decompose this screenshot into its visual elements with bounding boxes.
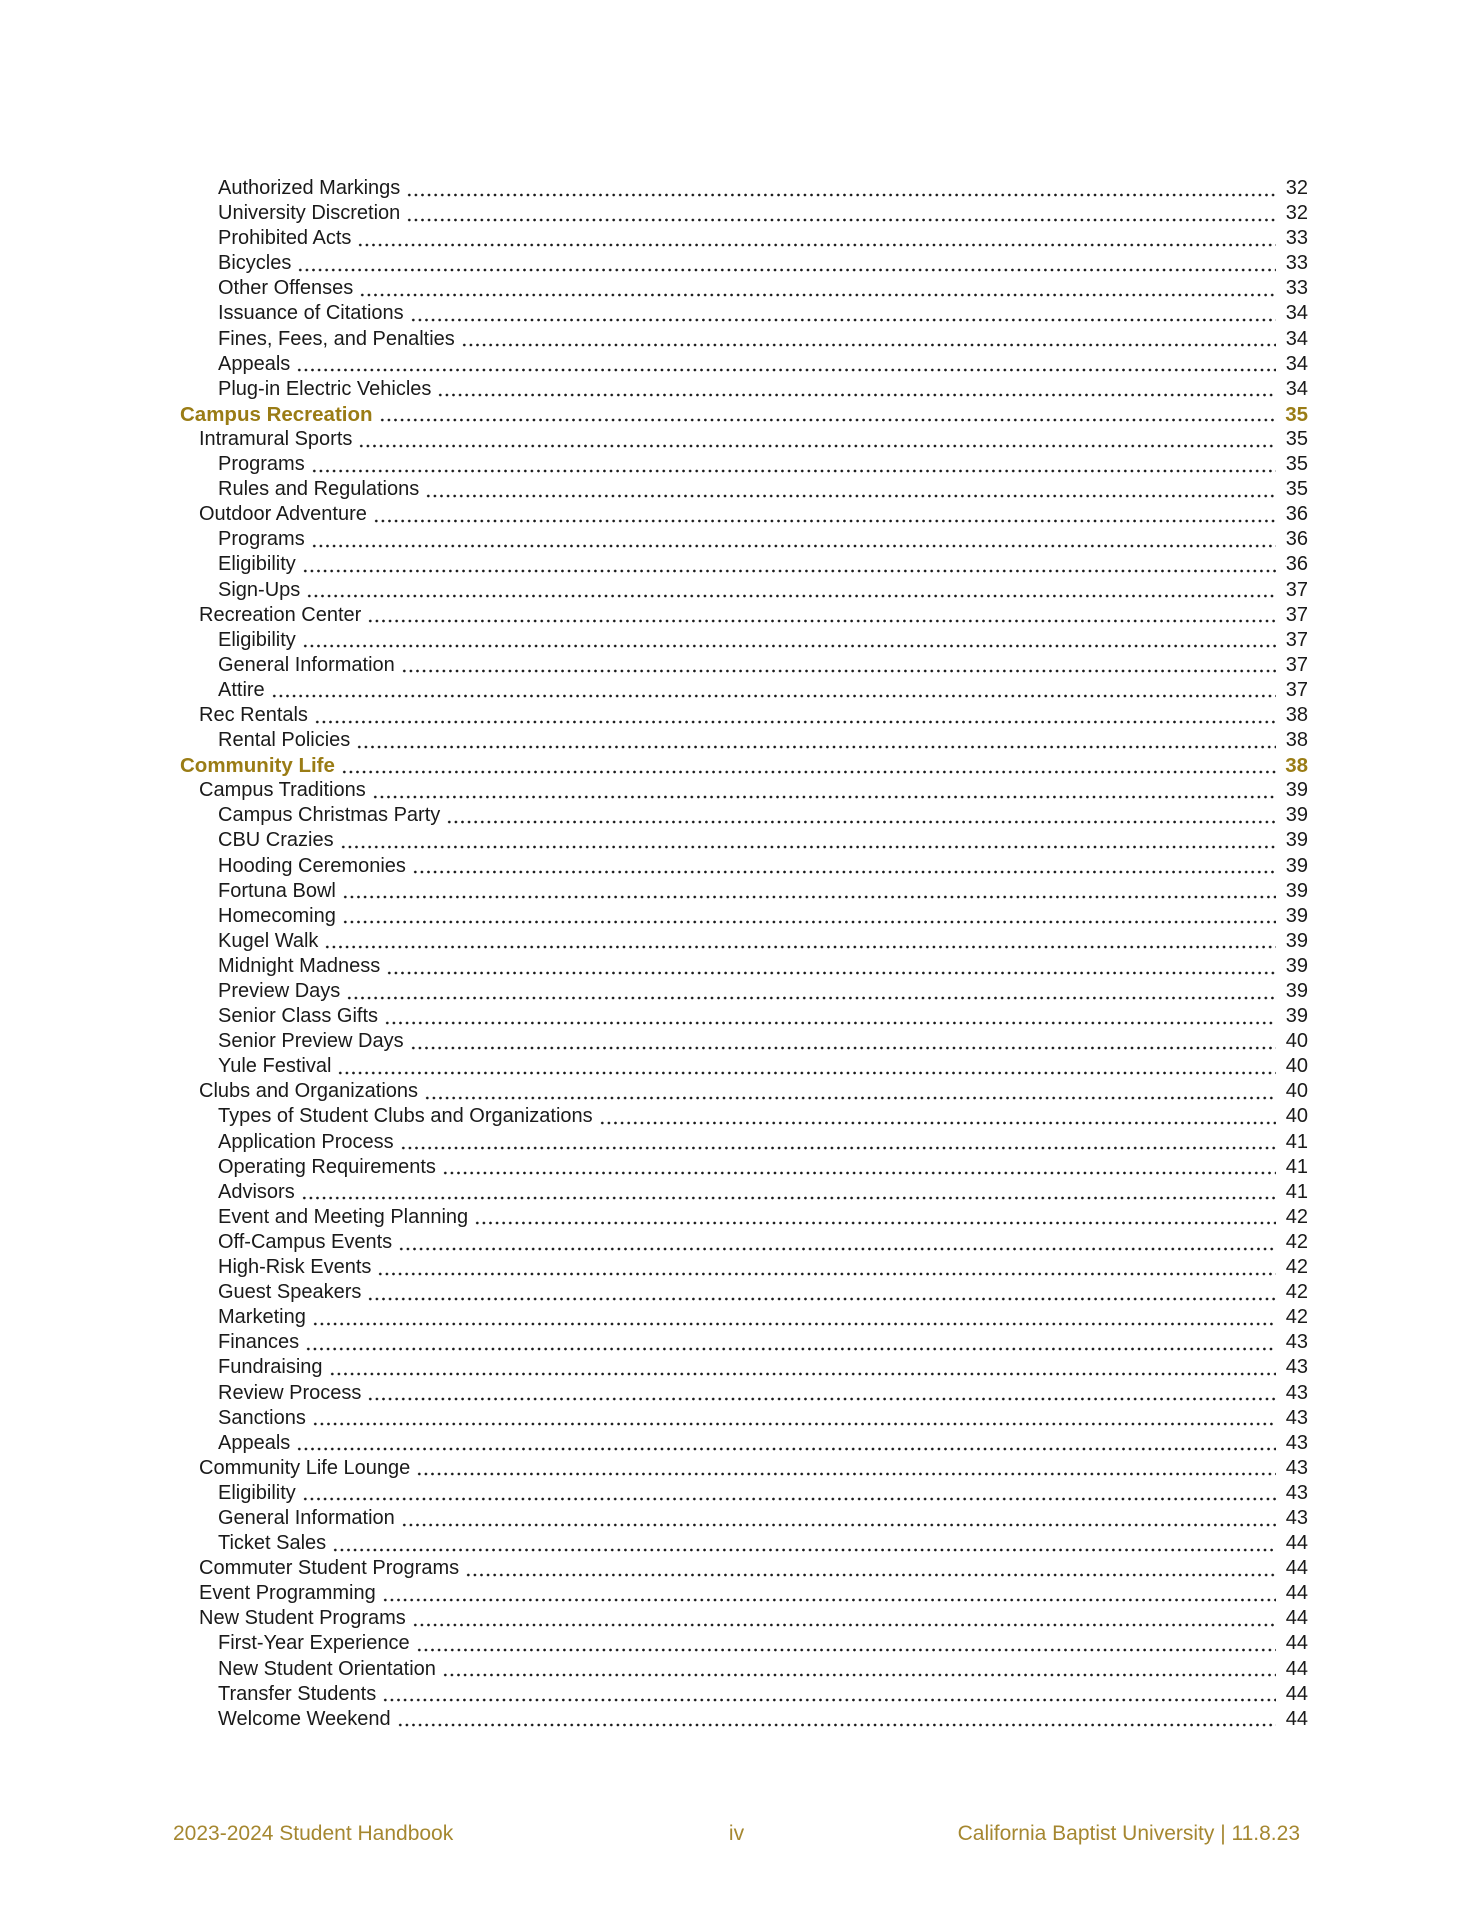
toc-entry-row (180, 929, 1308, 954)
dot-leader (416, 1648, 1276, 1652)
toc-entry-label: Senior Class Gifts (218, 1005, 379, 1028)
dot-leader (324, 945, 1276, 949)
toc-entry-page-number: 39 (1285, 1005, 1308, 1028)
toc-entry-label: Sanctions (218, 1406, 306, 1429)
toc-entry-row (180, 1330, 1308, 1355)
toc-entry-label: Operating Requirements (218, 1155, 436, 1178)
toc-entry-label: Rec Rentals (199, 703, 308, 726)
toc-entry-page-number: 39 (1285, 904, 1308, 927)
dot-leader (311, 544, 1276, 548)
toc-entry-label: Campus Traditions (199, 779, 366, 802)
toc-entry-label: Sign-Ups (218, 578, 301, 601)
toc-entry-row (180, 803, 1308, 828)
dot-leader (412, 870, 1276, 874)
toc-entry-row (180, 1155, 1308, 1180)
toc-entry-row (180, 452, 1308, 477)
dot-leader (302, 644, 1276, 648)
toc-entry-row (180, 552, 1308, 577)
dot-leader (400, 1146, 1276, 1150)
toc-entry-label: Fines, Fees, and Penalties (218, 327, 455, 350)
dot-leader (367, 1297, 1276, 1301)
toc-entry-row (180, 301, 1308, 326)
toc-entry-label: Hooding Ceremonies (218, 854, 406, 877)
toc-entry-page-number: 32 (1285, 202, 1308, 225)
toc-entry-page-number: 38 (1285, 754, 1308, 778)
dot-leader (384, 1021, 1276, 1025)
toc-section-heading-row (180, 402, 1308, 427)
dot-leader (442, 1171, 1276, 1175)
dot-leader (401, 669, 1276, 673)
dot-leader (379, 418, 1276, 422)
toc-entry-row (180, 1029, 1308, 1054)
toc-entry-page-number: 37 (1285, 678, 1308, 701)
toc-entry-label: University Discretion (218, 202, 401, 225)
dot-leader (356, 745, 1276, 749)
toc-entry-label: Appeals (218, 352, 291, 375)
footer-university-name: California Baptist University | 11.8.23 (957, 1822, 1300, 1845)
toc-entry-row (180, 1506, 1308, 1531)
toc-entry-row (180, 1581, 1308, 1606)
dot-leader (367, 1397, 1276, 1401)
toc-entry-label: Application Process (218, 1130, 394, 1153)
toc-entry-page-number: 42 (1285, 1230, 1308, 1253)
toc-entry-label: Yule Festival (218, 1055, 332, 1078)
toc-entry-row (180, 276, 1308, 301)
toc-entry-row (180, 1481, 1308, 1506)
toc-entry-row (180, 653, 1308, 678)
toc-entry-row (180, 678, 1308, 703)
page-footer (173, 1822, 1300, 1848)
footer-handbook-title: 2023-2024 Student Handbook (173, 1822, 454, 1845)
toc-entry-label: Programs (218, 453, 305, 476)
dot-leader (342, 920, 1276, 924)
dot-leader (296, 368, 1276, 372)
dot-leader (311, 469, 1276, 473)
toc-entry-label: Ticket Sales (218, 1532, 327, 1555)
toc-entry-page-number: 36 (1285, 528, 1308, 551)
toc-entry-page-number: 39 (1285, 929, 1308, 952)
dot-leader (424, 1096, 1276, 1100)
toc-entry-row (180, 1355, 1308, 1380)
toc-entry-label: Plug-in Electric Vehicles (218, 377, 432, 400)
toc-entry-row (180, 1305, 1308, 1330)
toc-entry-row (180, 979, 1308, 1004)
toc-entry-label: Bicycles (218, 252, 292, 275)
toc-entry-row (180, 1381, 1308, 1406)
toc-entry-page-number: 44 (1285, 1657, 1308, 1680)
toc-entry-label: Attire (218, 678, 265, 701)
toc-entry-row (180, 1682, 1308, 1707)
toc-entry-page-number: 43 (1285, 1331, 1308, 1354)
toc-entry-page-number: 37 (1285, 653, 1308, 676)
toc-entry-row (180, 1230, 1308, 1255)
dot-leader (359, 293, 1276, 297)
toc-entry-label: Campus Recreation (180, 402, 373, 426)
toc-entry-page-number: 42 (1285, 1281, 1308, 1304)
toc-entry-row (180, 176, 1308, 201)
toc-entry-page-number: 37 (1285, 603, 1308, 626)
toc-entry-label: Rules and Regulations (218, 478, 420, 501)
toc-entry-page-number: 41 (1285, 1130, 1308, 1153)
toc-entry-label: Rental Policies (218, 729, 351, 752)
toc-entry-page-number: 39 (1285, 854, 1308, 877)
toc-entry-page-number: 43 (1285, 1506, 1308, 1529)
toc-entry-label: Marketing (218, 1306, 306, 1329)
toc-entry-page-number: 44 (1285, 1557, 1308, 1580)
toc-entry-page-number: 35 (1285, 427, 1308, 450)
toc-entry-label: Midnight Madness (218, 954, 381, 977)
toc-entry-page-number: 40 (1285, 1030, 1308, 1053)
dot-leader (340, 845, 1276, 849)
toc-entry-label: Advisors (218, 1180, 295, 1203)
dot-leader (412, 1623, 1276, 1627)
toc-entry-row (180, 1205, 1308, 1230)
toc-entry-label: Commuter Student Programs (199, 1557, 460, 1580)
dot-leader (302, 1497, 1276, 1501)
dot-leader (410, 318, 1276, 322)
toc-entry-label: High-Risk Events (218, 1256, 372, 1279)
toc-entry-label: Community Life Lounge (199, 1456, 411, 1479)
dot-leader (302, 569, 1276, 573)
toc-entry-page-number: 42 (1285, 1256, 1308, 1279)
toc-entry-row (180, 1054, 1308, 1079)
toc-entry-page-number: 43 (1285, 1456, 1308, 1479)
dot-leader (297, 268, 1276, 272)
dot-leader (358, 444, 1276, 448)
toc-entry-label: Fundraising (218, 1356, 323, 1379)
toc-entry-row (180, 954, 1308, 979)
dot-leader (599, 1121, 1276, 1125)
toc-entry-row (180, 1104, 1308, 1129)
toc-entry-label: New Student Programs (199, 1607, 406, 1630)
toc-entry-page-number: 37 (1285, 628, 1308, 651)
dot-leader (373, 519, 1276, 523)
dot-leader (416, 1472, 1276, 1476)
toc-entry-page-number: 43 (1285, 1381, 1308, 1404)
toc-entry-row (180, 377, 1308, 402)
dot-leader (296, 1447, 1276, 1451)
toc-entry-page-number: 43 (1285, 1431, 1308, 1454)
toc-entry-row (180, 502, 1308, 527)
toc-entry-label: Guest Speakers (218, 1281, 362, 1304)
toc-entry-label: Kugel Walk (218, 929, 319, 952)
toc-entry-page-number: 39 (1285, 829, 1308, 852)
dot-leader (406, 218, 1276, 222)
toc-entry-page-number: 44 (1285, 1607, 1308, 1630)
toc-entry-row (180, 1606, 1308, 1631)
toc-entry-page-number: 36 (1285, 553, 1308, 576)
dot-leader (397, 1723, 1276, 1727)
dot-leader (465, 1573, 1276, 1577)
dot-leader (386, 971, 1276, 975)
toc-entry-page-number: 32 (1285, 177, 1308, 199)
toc-entry-row (180, 828, 1308, 853)
toc-entry-page-number: 40 (1285, 1055, 1308, 1078)
dot-leader (357, 243, 1276, 247)
dot-leader (406, 193, 1276, 197)
toc-entry-page-number: 34 (1285, 302, 1308, 325)
toc-entry-row (180, 1631, 1308, 1656)
toc-entry-page-number: 43 (1285, 1481, 1308, 1504)
toc-entry-row (180, 1280, 1308, 1305)
toc-entry-label: Recreation Center (199, 603, 362, 626)
toc-entry-row (180, 1130, 1308, 1155)
toc-entry-row (180, 854, 1308, 879)
toc-entry-row (180, 904, 1308, 929)
toc-entry-label: Event and Meeting Planning (218, 1205, 469, 1228)
toc-entry-page-number: 33 (1285, 277, 1308, 300)
dot-leader (425, 494, 1276, 498)
toc-entry-label: Preview Days (218, 980, 341, 1002)
toc-entry-row (180, 427, 1308, 452)
toc-entry-label: Welcome Weekend (218, 1707, 391, 1730)
toc-entry-row (180, 352, 1308, 377)
toc-entry-page-number: 33 (1285, 227, 1308, 250)
dot-leader (306, 594, 1276, 598)
toc-entry-page-number: 38 (1285, 729, 1308, 752)
dot-leader (332, 1548, 1276, 1552)
toc-entry-row (180, 477, 1308, 502)
toc-entry-page-number: 39 (1285, 954, 1308, 977)
toc-entry-row (180, 1657, 1308, 1682)
toc-entry-row (180, 1255, 1308, 1280)
dot-leader (329, 1372, 1276, 1376)
toc-entry-page-number: 40 (1285, 1080, 1308, 1103)
toc-entry-row (180, 778, 1308, 803)
toc-entry-page-number: 43 (1285, 1406, 1308, 1429)
toc-entry-label: Review Process (218, 1381, 362, 1404)
toc-entry-label: Fortuna Bowl (218, 879, 336, 902)
toc-entry-page-number: 43 (1285, 1356, 1308, 1379)
toc-entry-row (180, 527, 1308, 552)
toc-entry-page-number: 41 (1285, 1155, 1308, 1178)
toc-entry-label: Outdoor Adventure (199, 503, 367, 526)
toc-entry-row (180, 879, 1308, 904)
dot-leader (342, 895, 1276, 899)
toc-entry-label: CBU Crazies (218, 829, 334, 852)
toc-entry-label: Off-Campus Events (218, 1230, 393, 1253)
toc-entry-row (180, 1180, 1308, 1205)
dot-leader (305, 1347, 1276, 1351)
dot-leader (410, 1046, 1276, 1050)
toc-entry-page-number: 36 (1285, 503, 1308, 526)
toc-entry-page-number: 39 (1285, 779, 1308, 802)
dot-leader (341, 770, 1276, 774)
toc-entry-label: Types of Student Clubs and Organizations (218, 1105, 593, 1128)
toc-entry-page-number: 34 (1285, 327, 1308, 350)
dot-leader (377, 1272, 1276, 1276)
toc-entry-label: New Student Orientation (218, 1657, 436, 1680)
toc-entry-page-number: 42 (1285, 1205, 1308, 1228)
toc-entry-page-number: 37 (1285, 578, 1308, 601)
toc-entry-label: Authorized Markings (218, 177, 401, 199)
toc-entry-page-number: 42 (1285, 1306, 1308, 1329)
dot-leader (398, 1247, 1276, 1251)
toc-entry-row (180, 251, 1308, 276)
toc-entry-page-number: 35 (1285, 453, 1308, 476)
dot-leader (474, 1221, 1276, 1225)
dot-leader (367, 619, 1276, 623)
toc-entry-page-number: 39 (1285, 879, 1308, 902)
toc-entry-label: Issuance of Citations (218, 302, 404, 325)
toc-entry-label: Programs (218, 528, 305, 551)
toc-entry-row (180, 226, 1308, 251)
toc-entry-row (180, 728, 1308, 753)
toc-entry-label: Eligibility (218, 1481, 296, 1504)
toc-entry-page-number: 40 (1285, 1105, 1308, 1128)
toc-entry-label: Campus Christmas Party (218, 804, 441, 827)
toc-entry-row (180, 1531, 1308, 1556)
dot-leader (442, 1673, 1276, 1677)
toc-entry-row (180, 1556, 1308, 1581)
toc-entry-label: General Information (218, 653, 395, 676)
toc-entry-page-number: 39 (1285, 980, 1308, 1002)
toc-entry-label: Appeals (218, 1431, 291, 1454)
toc-entry-label: Transfer Students (218, 1682, 377, 1705)
toc-entry-label: Eligibility (218, 553, 296, 576)
dot-leader (382, 1598, 1276, 1602)
toc-entry-page-number: 44 (1285, 1707, 1308, 1730)
toc-entry-label: Eligibility (218, 628, 296, 651)
dot-leader (346, 996, 1276, 1000)
dot-leader (314, 720, 1276, 724)
toc-entry-page-number: 44 (1285, 1682, 1308, 1705)
toc-entry-label: Other Offenses (218, 277, 354, 300)
toc-entry-label: First-Year Experience (218, 1632, 410, 1655)
table-of-contents (180, 176, 1308, 1732)
toc-entry-page-number: 34 (1285, 352, 1308, 375)
toc-entry-label: Homecoming (218, 904, 336, 927)
dot-leader (372, 795, 1276, 799)
dot-leader (337, 1071, 1276, 1075)
toc-entry-row (180, 1079, 1308, 1104)
dot-leader (401, 1523, 1276, 1527)
toc-entry-page-number: 35 (1285, 478, 1308, 501)
toc-entry-label: General Information (218, 1506, 395, 1529)
toc-entry-label: Prohibited Acts (218, 227, 352, 250)
toc-entry-page-number: 44 (1285, 1582, 1308, 1605)
dot-leader (437, 393, 1276, 397)
toc-entry-page-number: 39 (1285, 804, 1308, 827)
toc-entry-label: Community Life (180, 754, 335, 778)
toc-entry-row (180, 603, 1308, 628)
dot-leader (446, 820, 1276, 824)
toc-entry-row (180, 201, 1308, 226)
toc-entry-row (180, 1456, 1308, 1481)
footer-page-number: iv (728, 1822, 745, 1845)
toc-entry-page-number: 44 (1285, 1632, 1308, 1655)
toc-entry-row (180, 628, 1308, 653)
toc-entry-row (180, 1431, 1308, 1456)
toc-entry-label: Senior Preview Days (218, 1030, 404, 1053)
toc-entry-page-number: 44 (1285, 1532, 1308, 1555)
toc-entry-label: Intramural Sports (199, 427, 353, 450)
toc-entry-label: Clubs and Organizations (199, 1080, 419, 1103)
toc-entry-row (180, 1004, 1308, 1029)
toc-entry-page-number: 38 (1285, 703, 1308, 726)
toc-entry-row (180, 578, 1308, 603)
dot-leader (271, 694, 1276, 698)
dot-leader (461, 343, 1276, 347)
dot-leader (312, 1422, 1276, 1426)
toc-entry-page-number: 35 (1285, 402, 1308, 426)
toc-entry-row (180, 703, 1308, 728)
dot-leader (301, 1196, 1276, 1200)
dot-leader (382, 1698, 1276, 1702)
toc-entry-row (180, 327, 1308, 352)
dot-leader (312, 1322, 1276, 1326)
toc-entry-page-number: 41 (1285, 1180, 1308, 1203)
toc-entry-label: Finances (218, 1331, 300, 1354)
toc-entry-row (180, 1406, 1308, 1431)
toc-entry-page-number: 34 (1285, 377, 1308, 400)
toc-entry-row (180, 1707, 1308, 1732)
toc-entry-label: Event Programming (199, 1582, 376, 1605)
toc-entry-page-number: 33 (1285, 252, 1308, 275)
toc-section-heading-row (180, 753, 1308, 778)
